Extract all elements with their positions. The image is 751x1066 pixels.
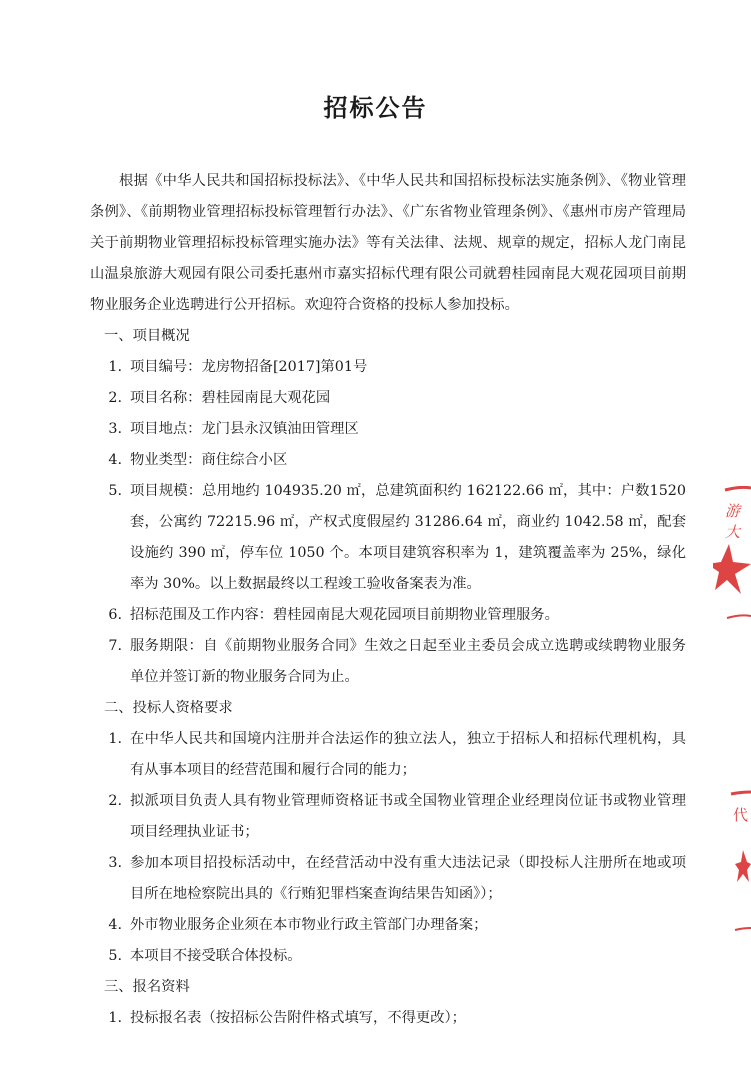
list-item-number: 4. xyxy=(108,452,122,468)
seal-stamp-bottom xyxy=(713,770,751,940)
list-item-number: 2. xyxy=(108,390,122,406)
list-item-number: 7. xyxy=(108,638,122,654)
list-item xyxy=(90,1003,686,1034)
list-item-text: 项目规模：总用地约 104935.20 ㎡，总建筑面积约 162122.66 ㎡，其中：户数1520套，公寓约 72215.96 ㎡，产权式度假屋约 31286.64 ㎡，商业约 1042.58 ㎡，配套设施约 390 ㎡，停车位 1050 个。本项目建筑容积率为 1，建筑覆盖率为 25%，绿化率为 30%。以上数据最终以工程竣工验收备案表为准。 xyxy=(130,483,686,592)
list-item-number: 4. xyxy=(108,917,122,933)
page-title: 招标公告 xyxy=(323,94,428,122)
list-item xyxy=(90,941,686,972)
list-item-number: 2. xyxy=(108,793,122,809)
sections-container xyxy=(90,321,686,1034)
seal-arc-bottom xyxy=(713,770,751,940)
list-item-number: 1. xyxy=(108,731,122,747)
seal-star-icon-2 xyxy=(735,850,751,882)
seal-text-bottom: 代 xyxy=(733,806,749,824)
list-item-text: 在中华人民共和国境内注册并合法运作的独立法人，独立于招标人和招标代理机构，具有从事本项目的经营范围和履行合同的能力； xyxy=(130,731,686,778)
list-item-text: 投标报名表（按招标公告附件格式填写，不得更改）； xyxy=(130,1010,466,1026)
list-item xyxy=(90,724,686,786)
list-item xyxy=(90,414,686,445)
seal-star-icon xyxy=(713,544,751,594)
section-heading: 三、报名资料 xyxy=(104,979,190,995)
section-heading: 一、项目概况 xyxy=(104,328,190,344)
list-item-number: 5. xyxy=(108,948,122,964)
intro-paragraph: 根据《中华人民共和国招标投标法》、《中华人民共和国招标投标法实施条例》、《物业管理条例》、《前期物业管理招标投标管理暂行办法》、《广东省物业管理条例》、《惠州市房产管理局关于前期物业管理招标投标管理实施办法》等有关法律、法规、规章的规定，招标人龙门南昆山温泉旅游大观园有限公司委托惠州市嘉实招标代理有限公司就碧桂园南昆大观花园项目前期物业服务企业选聘进行公开招标。欢迎符合资格的投标人参加投标。 xyxy=(90,173,686,313)
list-item-text: 项目名称：碧桂园南昆大观花园 xyxy=(130,390,331,406)
list-item xyxy=(90,352,686,383)
list-item-text: 项目编号：龙房物招备[2017]第01号 xyxy=(130,359,368,375)
announcement-body xyxy=(90,166,686,1034)
list-item-text: 拟派项目负责人具有物业管理师资格证书或全国物业管理企业经理岗位证书或物业管理项目经理执业证书； xyxy=(130,793,686,840)
list-item xyxy=(90,848,686,910)
list-item-number: 3. xyxy=(108,855,122,871)
list-item-number: 6. xyxy=(108,607,122,623)
list-item xyxy=(90,631,686,693)
list-item xyxy=(90,476,686,600)
list-item-text: 项目地点：龙门县永汉镇油田管理区 xyxy=(130,421,359,437)
seal-stamp-top xyxy=(713,486,751,636)
list-item-text: 物业类型：商住综合小区 xyxy=(130,452,288,468)
list-item xyxy=(90,910,686,941)
list-item xyxy=(90,786,686,848)
list-item xyxy=(90,383,686,414)
list-item-text: 本项目不接受联合体投标。 xyxy=(130,948,302,964)
list-item-text: 参加本项目招投标活动中，在经营活动中没有重大违法记录（即投标人注册所在地或项目所在地检察院出具的《行贿犯罪档案查询结果告知函》）； xyxy=(130,855,686,902)
seal-text-top: 游大 xyxy=(725,502,741,541)
list-item-number: 3. xyxy=(108,421,122,437)
list-item-text: 服务期限：自《前期物业服务合同》生效之日起至业主委员会成立选聘或续聘物业服务单位并签订新的物业服务合同为止。 xyxy=(130,638,686,685)
list-item-number: 1. xyxy=(108,359,122,375)
list-item-text: 招标范围及工作内容：碧桂园南昆大观花园项目前期物业管理服务。 xyxy=(130,607,559,623)
section-heading: 二、投标人资格要求 xyxy=(104,700,233,716)
list-item xyxy=(90,600,686,631)
list-item-text: 外市物业服务企业须在本市物业行政主管部门办理备案； xyxy=(130,917,488,933)
list-item-number: 1. xyxy=(108,1010,122,1026)
list-item-number: 5. xyxy=(108,483,122,499)
list-item xyxy=(90,445,686,476)
